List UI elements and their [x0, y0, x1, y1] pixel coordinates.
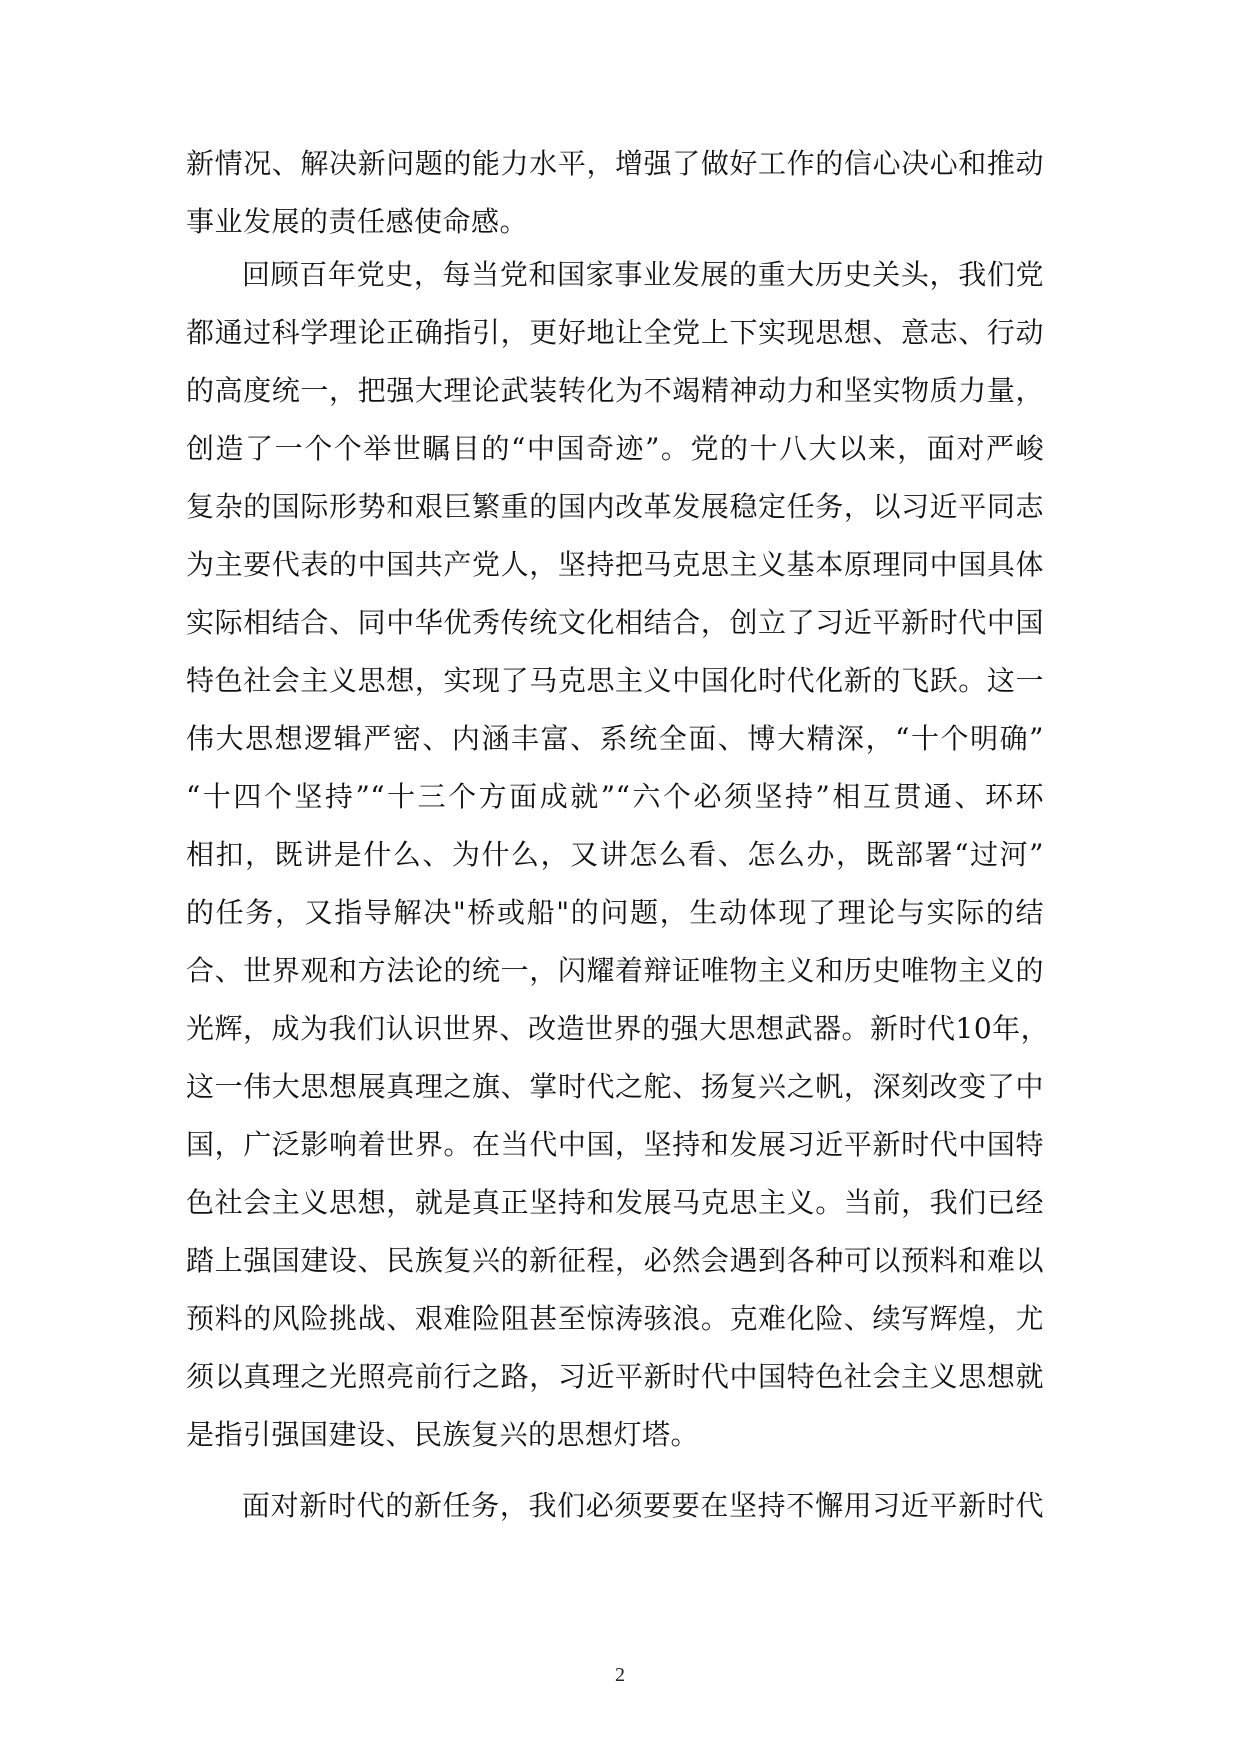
text-line: 相扣，既讲是什么、为什么，又讲怎么看、怎么办，既部署“过河”: [186, 838, 1044, 871]
text-line: 都通过科学理论正确指引，更好地让全党上下实现思想、意志、行动: [186, 316, 1044, 349]
paragraph-new-tasks: [186, 1477, 1044, 1535]
text-line: 事业发展的责任感使命感。: [186, 205, 529, 238]
text-line: 踏上强国建设、民族复兴的新征程，必然会遇到各种可以预料和难以: [186, 1244, 1044, 1277]
page-number: 2: [615, 1664, 625, 1686]
text-line: 预料的风险挑战、艰难险阻甚至惊涛骇浪。克难化险、续写辉煌，尤: [186, 1302, 1044, 1335]
text-line: 是指引强国建设、民族复兴的思想灯塔。: [186, 1418, 700, 1451]
text-line: 国，广泛影响着世界。在当代中国，坚持和发展习近平新时代中国特: [186, 1128, 1044, 1161]
text-line: 色社会主义思想，就是真正坚持和发展马克思主义。当前，我们已经: [186, 1186, 1044, 1219]
text-line: “十四个坚持”“十三个方面成就”“六个必须坚持”相互贯通、环环: [186, 780, 1044, 813]
text-line: 面对新时代的新任务，我们必须要要在坚持不懈用习近平新时代: [242, 1489, 1044, 1522]
text-line: 伟大思想逻辑严密、内涵丰富、系统全面、博大精深，“十个明确”: [186, 722, 1044, 755]
text-line: 新情况、解决新问题的能力水平，增强了做好工作的信心决心和推动: [186, 147, 1044, 180]
text-line: 复杂的国际形势和艰巨繁重的国内改革发展稳定任务，以习近平同志: [186, 490, 1044, 523]
text-line: 特色社会主义思想，实现了马克思主义中国化时代化新的飞跃。这一: [186, 664, 1044, 697]
text-line: 光辉，成为我们认识世界、改造世界的强大思想武器。新时代10年，: [186, 1012, 1050, 1045]
text-line: 为主要代表的中国共产党人，坚持把马克思主义基本原理同中国具体: [186, 548, 1044, 581]
text-line: 回顾百年党史，每当党和国家事业发展的重大历史关头，我们党: [242, 258, 1044, 291]
text-line: 须以真理之光照亮前行之路，习近平新时代中国特色社会主义思想就: [186, 1360, 1044, 1393]
text-line: 的高度统一，把强大理论武装转化为不竭精神动力和坚实物质力量，: [186, 374, 1044, 407]
text-line: 的任务，又指导解决"桥或船"的问题，生动体现了理论与实际的结: [186, 896, 1044, 929]
text-line: 实际相结合、同中华优秀传统文化相结合，创立了习近平新时代中国: [186, 606, 1044, 639]
paragraph-continuation: [186, 135, 1044, 251]
text-line: 合、世界观和方法论的统一，闪耀着辩证唯物主义和历史唯物主义的: [186, 954, 1044, 987]
text-line: 创造了一个个举世瞩目的“中国奇迹”。党的十八大以来，面对严峻: [186, 432, 1044, 465]
paragraph-history-review: [186, 246, 1050, 1464]
text-line: 这一伟大思想展真理之旗、掌时代之舵、扬复兴之帆，深刻改变了中: [186, 1070, 1044, 1103]
